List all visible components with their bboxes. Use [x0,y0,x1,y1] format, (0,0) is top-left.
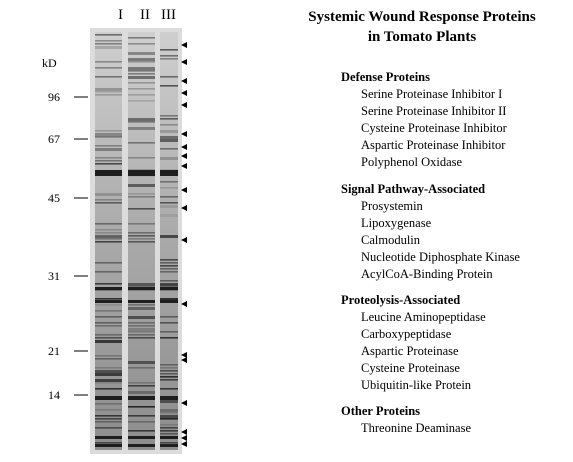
gel-band [160,202,178,204]
gel-band [95,241,122,243]
gel-band [128,430,155,432]
gel-band [160,337,178,339]
list-item: Threonine Deaminase [361,421,472,435]
gel-band [160,124,178,126]
gel-band [128,328,155,331]
gel-band [128,184,155,187]
gel-band [128,337,155,339]
gel-band [95,199,122,201]
list-item: Cysteine Proteinase [361,361,460,375]
gel-band [95,34,122,36]
gel-band [95,409,122,411]
gel-band [128,304,155,306]
gel-band [128,436,155,439]
gel-band [160,118,178,120]
gel-band [95,94,122,96]
gel-band [160,148,178,150]
gel-band [95,421,122,423]
gel-band [95,163,122,165]
gel-band [128,118,155,121]
gel-band [128,316,155,319]
gel-band [128,193,155,195]
gel-band [160,130,178,133]
gel-band [95,193,122,196]
gel-band [128,196,155,198]
list-item: Aspartic Proteinase Inhibitor [361,138,506,152]
gel-band [128,121,155,123]
gel-band [128,287,155,290]
gel-band [95,316,122,318]
gel-band [95,403,122,405]
gel-band [95,43,122,45]
gel-band [160,388,178,390]
gel-band [160,373,178,375]
gel-band [160,181,178,183]
gel-band [160,49,178,51]
gel-band [160,157,178,160]
gel-band [128,307,155,310]
gel-band [95,223,122,225]
gel-band [160,396,178,400]
gel-band [95,418,122,420]
gel-band [128,334,155,336]
gel-band [160,379,178,381]
gel-band [95,388,122,390]
gel-band [128,52,155,55]
list-item: Polyphenol Oxidase [361,155,463,169]
gel-band [160,427,178,429]
lane-label-II: II [140,7,150,23]
gel-band [160,271,178,273]
gel-band [160,170,178,176]
gel-band [128,396,155,400]
gel-band [95,262,122,264]
category-defense: Defense Proteins [341,70,430,84]
gel-band [160,415,178,418]
lane-label-III: III [161,7,176,23]
gel-band [160,370,178,372]
gel-band [95,232,122,234]
gel-band [160,444,178,447]
gel-band [160,300,178,303]
gel-band [160,76,178,78]
gel-band [95,235,122,238]
gel-band [128,238,155,240]
gel-band [160,322,178,324]
lane-label-I: I [118,7,123,23]
gel-band [95,170,122,176]
list-item: Nucleotide Diphosphate Kinase [361,250,520,264]
gel-band [95,358,122,360]
gel-band [160,364,178,366]
gel-band [95,436,122,439]
gel-band [128,367,155,369]
gel-band [128,88,155,90]
gel-band [128,361,155,364]
gel-band [95,373,122,376]
gel-band [95,148,122,151]
gel-band [160,58,178,60]
gel-band [95,322,122,324]
gel-band [128,331,155,333]
gel-band [160,409,178,412]
gel-band [128,325,155,327]
gel-band [160,412,178,414]
gel-band [128,235,155,237]
gel-band [95,287,122,290]
gel-band [128,70,155,72]
gel-band [160,367,178,369]
gel-band [160,424,178,426]
gel-band [128,283,155,286]
list-item: Carboxypeptidase [361,327,452,341]
gel-band [95,46,122,49]
gel-band [95,300,122,303]
gel-band [128,300,155,303]
gel-band [128,100,155,102]
gel-band [95,334,122,336]
gel-band [128,421,155,423]
gel-band [95,238,122,240]
gel-band [95,304,122,306]
gel-band [95,76,122,78]
gel-band [128,232,155,234]
gel-band [95,160,122,162]
gel-band [160,85,178,87]
gel-band [160,55,178,57]
gel-band [95,379,122,382]
gel-band [95,337,122,339]
gel-band [95,283,122,285]
gel-band [95,325,122,327]
gel-band [95,136,122,138]
lane-III [160,32,178,450]
gel-band [160,115,178,117]
gel-band [128,73,155,75]
list-item: Ubiquitin-like Protein [361,378,472,392]
gel-band [128,241,155,243]
gel-band [160,187,178,189]
title-line-2: in Tomato Plants [367,29,477,45]
gel-band [160,283,178,286]
list-item: Cysteine Proteinase Inhibitor [361,121,507,135]
gel-band [95,382,122,384]
gel-band [160,205,178,208]
gel-band [128,67,155,70]
gel-band [95,444,122,447]
gel-band [95,340,122,343]
gel-band [128,37,155,39]
gel-band [160,316,178,318]
gel-band [95,427,122,429]
gel-band [128,208,155,210]
gel-band [160,287,178,290]
marker-96: 96 [48,90,60,104]
list-item: Leucine Aminopeptidase [361,310,486,324]
gel-band [160,331,178,333]
gel-band [128,406,155,408]
gel-band [160,139,178,142]
gel-band [128,170,155,176]
gel-band [160,265,178,267]
category-signal-pathway: Signal Pathway-Associated [341,182,486,196]
list-item: Lipoxygenase [361,216,432,230]
gel-band [160,400,178,403]
gel-band [95,370,122,373]
gel-band [128,43,155,45]
gel-band [160,280,178,282]
list-item: AcylCoA-Binding Protein [361,267,493,281]
gel-band [128,58,155,61]
gel-band [128,382,155,384]
list-item: Prosystemin [361,199,423,213]
gel-band [95,355,122,357]
gel-band [128,76,155,79]
gel-band [160,430,178,432]
gel-band [128,385,155,387]
gel-band [95,229,122,231]
gel-band [160,433,178,435]
gel-band [95,396,122,400]
gel-band [160,196,178,198]
gel-band [128,223,155,225]
marker-67: 67 [48,132,60,146]
gel-band [128,82,155,84]
gel-band [95,133,122,136]
gel-band [128,415,155,417]
gel-band [128,322,155,324]
gel-band [95,415,122,417]
gel-band [160,214,178,217]
gel-band [95,88,122,91]
gel-band [95,91,122,93]
figure-title [282,7,562,47]
marker-ticks [74,97,88,395]
category-other: Other Proteins [341,404,421,418]
list-item: Aspartic Proteinase [361,344,459,358]
list-item: Serine Proteinase Inhibitor II [361,104,507,118]
gel-band [95,310,122,312]
gel-band [160,136,178,139]
gel-band [160,436,178,439]
gel-band [95,271,122,273]
marker-21: 21 [48,344,60,358]
gel-band [160,235,178,238]
gel-band [95,367,122,369]
gel-band [95,40,122,42]
gel-band [160,442,178,444]
marker-31: 31 [48,269,60,283]
gel-band [95,130,122,132]
gel-band [128,142,155,144]
gel-band [128,61,155,63]
gel-band [128,157,155,159]
gel-band [95,145,122,147]
marker-45: 45 [48,191,60,205]
list-item: Calmodulin [361,233,421,247]
gel-band [160,418,178,420]
gel-band [95,61,122,63]
gel-band [160,262,178,264]
kd-unit-label: kD [42,56,57,70]
gel-band [128,444,155,447]
category-proteolysis: Proteolysis-Associated [341,293,461,307]
gel-band [95,202,122,204]
gel-band [95,67,122,69]
gel-band [128,127,155,130]
gel-band [160,268,178,270]
title-line-1: Systemic Wound Response Proteins [308,9,536,25]
gel-band [160,376,178,378]
gel-band [95,157,122,159]
gel-band [160,259,178,261]
gel-band [128,94,155,96]
gel-band [95,298,122,300]
gel-band [95,442,122,444]
list-item: Serine Proteinase Inhibitor I [361,87,503,101]
marker-14: 14 [48,388,60,402]
gel-band [128,391,155,394]
